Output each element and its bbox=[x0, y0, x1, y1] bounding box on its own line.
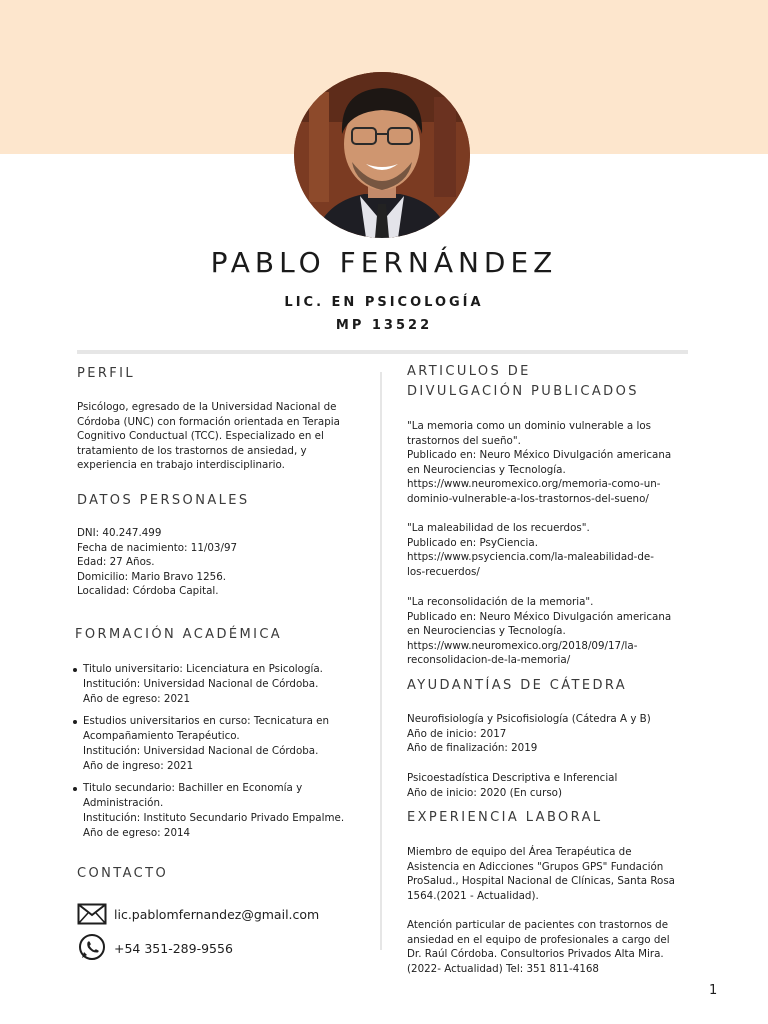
profession-title: LIC. EN PSICOLOGÍA bbox=[284, 295, 484, 310]
experiencia-item: Atención particular de pacientes con trastornos de ansiedad en el equipo de profesionales a cargo del Dr. Raúl Córdoba. Consultorios Privados Alta Mira. (2022- Actualidad) Tel: 351 811-4168 bbox=[407, 919, 670, 975]
articulo-item: "La maleabilidad de los recuerdos". Publicado en: PsyCiencia. https://www.psyciencia.com/la-maleabilidad-de- los-recuerdos/ bbox=[407, 522, 654, 578]
formacion-item: Titulo universitario: Licenciatura en Psicología. Institución: Universidad Nacional de Córdoba. Año de egreso: 2021 bbox=[74, 662, 374, 707]
ayudantia-item: Neurofisiología y Psicofisiología (Cátedra A y B) Año de inicio: 2017 Año de finalización: 2019 bbox=[407, 713, 651, 755]
experiencia-heading: EXPERIENCIA LABORAL bbox=[407, 810, 603, 825]
license-number: MP 13522 bbox=[335, 318, 433, 333]
datos-personales-heading: DATOS PERSONALES bbox=[77, 493, 250, 508]
articulo-item: "La memoria como un dominio vulnerable a los trastornos del sueño". Publicado en: Neuro México Divulgación americana en Neurociencias y Tecnología. https://www.neuromexico.org/memoria-como-un- dominio-vulnerable-a-los-trastornos-del-sueno/ bbox=[407, 420, 672, 505]
contacto-heading: CONTACTO bbox=[77, 866, 169, 881]
formacion-list bbox=[74, 662, 374, 848]
ayudantia-item: Psicoestadística Descriptiva e Inferencial Año de inicio: 2020 (En curso) bbox=[407, 772, 618, 799]
whatsapp-icon bbox=[77, 933, 107, 963]
experiencia-item: Miembro de equipo del Área Terapéutica de Asistencia en Adicciones "Grupos GPS" Fundación ProSalud., Hospital Nacional de Clínicas, Santa Rosa 1564.(2021 - Actualidad). bbox=[407, 846, 675, 902]
email-link[interactable]: lic.pablomfernandez@gmail.com bbox=[114, 906, 320, 922]
articulos-heading: ARTICULOS DE DIVULGACIÓN PUBLICADOS bbox=[407, 364, 639, 399]
phone-number[interactable]: +54 351-289-9556 bbox=[114, 940, 233, 956]
articulo-item: "La reconsolidación de la memoria". Publicado en: Neuro México Divulgación americana en Neurociencias y Tecnología. https://www.neuromexico.org/2018/09/17/la- reconsolidacion-de-la-memoria/ bbox=[407, 596, 672, 667]
perfil-heading: PERFIL bbox=[77, 366, 136, 381]
perfil-text: Psicólogo, egresado de la Universidad Nacional de Córdoba (UNC) con formación orientada en Terapia Cognitivo Conductual (TCC). Especializado en el tratamiento de los trastornos de ansiedad, y experiencia en trabajo interdisciplinario. bbox=[77, 401, 340, 472]
page-number: 1 bbox=[709, 983, 718, 998]
email-row[interactable] bbox=[77, 901, 319, 927]
datos-personales-text: DNI: 40.247.499 Fecha de nacimiento: 11/03/97 Edad: 27 Años. Domicilio: Mario Bravo 1256. Localidad: Córdoba Capital. bbox=[77, 527, 238, 598]
envelope-icon bbox=[77, 901, 107, 927]
profile-photo bbox=[294, 72, 470, 238]
person-name: PABLO FERNÁNDEZ bbox=[210, 246, 558, 279]
column-divider bbox=[380, 372, 382, 950]
formacion-item: Titulo secundario: Bachiller en Economía y Administración. Institución: Instituto Secundario Privado Empalme. Año de egreso: 2014 bbox=[74, 781, 374, 841]
formacion-academica-heading: FORMACIÓN ACADÉMICA bbox=[75, 627, 283, 642]
ayudantias-heading: AYUDANTÍAS DE CÁTEDRA bbox=[407, 678, 628, 693]
header-divider bbox=[77, 350, 688, 354]
formacion-item: Estudios universitarios en curso: Tecnicatura en Acompañamiento Terapéutico. Institución: Universidad Nacional de Córdoba. Año de ingreso: 2021 bbox=[74, 714, 374, 774]
phone-row[interactable] bbox=[77, 933, 233, 963]
